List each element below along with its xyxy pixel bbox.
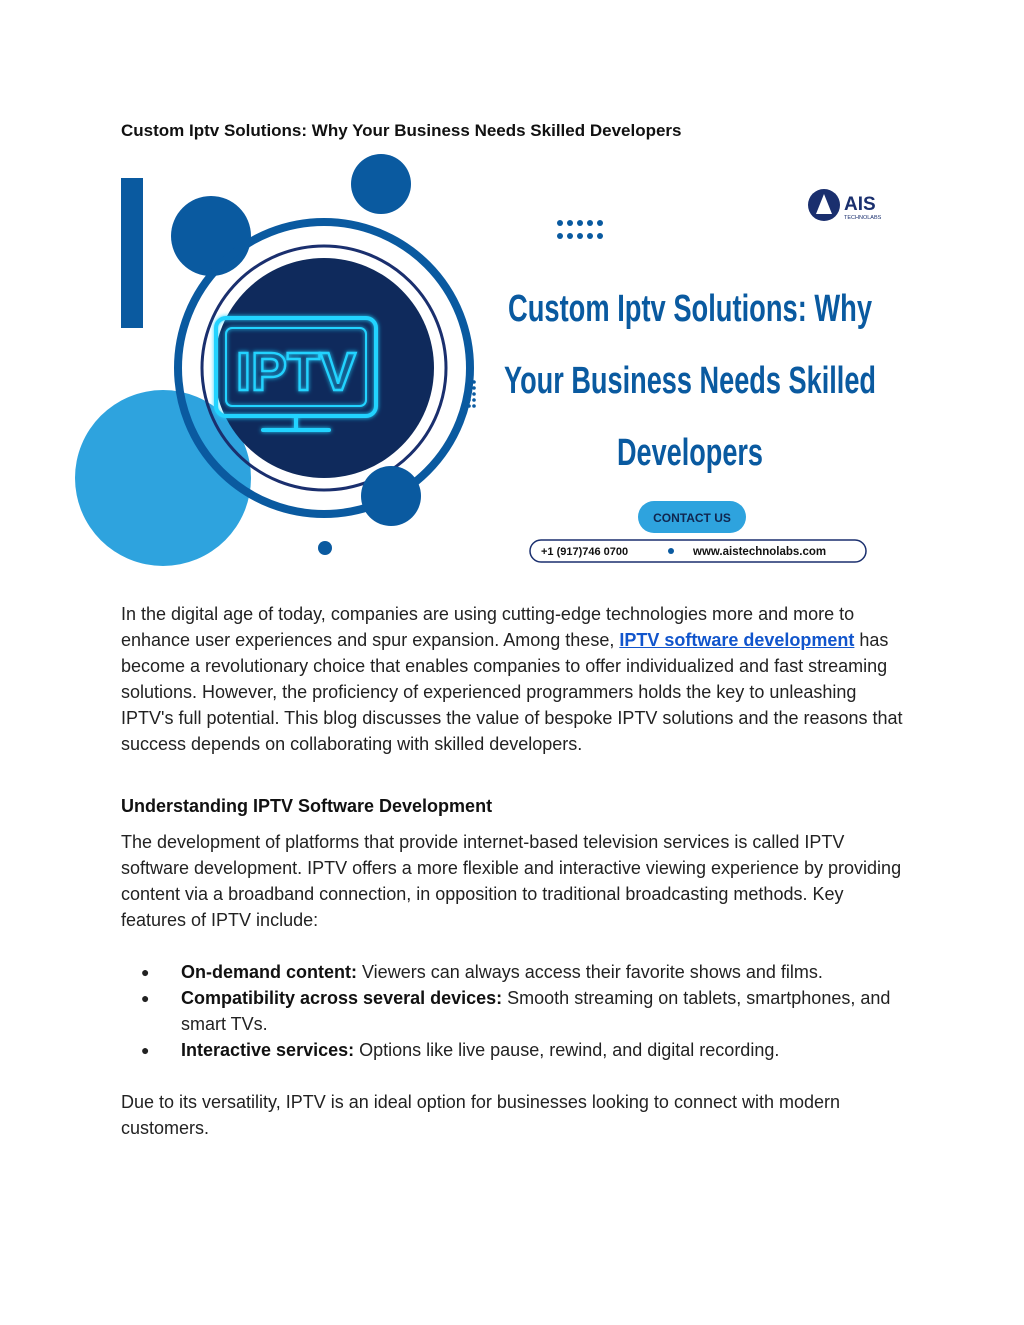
section-paragraph: The development of platforms that provide internet-based television services is called IPTV software development. IPTV offers a more flexible and interactive viewing experience by providing content via a broadband connection, in opposition to traditional broadcasting methods. Key features of IPTV include: [121,832,902,930]
list-item [121,985,911,1037]
bullet-icon: ● [141,964,150,980]
headline-line-3: Developers [617,432,763,474]
contact-info-pill [530,540,866,562]
logo-text: AIS [844,194,876,215]
list-item [121,959,911,985]
website-text: www.aistechnolabs.com [693,546,827,558]
contact-us-label: CONTACT US [653,511,731,525]
logo-subtext: TECHNOLABS [844,215,882,221]
article-body [121,601,911,1141]
list-item [121,1037,911,1063]
iptv-software-development-link[interactable]: IPTV software development [619,630,855,650]
left-bar-shape [121,178,143,328]
feature-text: Options like live pause, rewind, and digital recording. [354,1040,780,1060]
banner-headline [504,288,876,474]
feature-text: Smooth streaming on tablets, smartphones, and smart TVs. [181,988,891,1034]
blue-circle-bottom [361,466,421,526]
bullet-icon: ● [141,990,150,1006]
contact-us-button[interactable] [638,501,746,533]
blue-circle-top-left [171,196,251,276]
intro-text-start: In the digital age of today, companies are using cutting-edge technologies more and more to enhance user experiences and spur expansion. Among these, [121,604,855,650]
section-heading: Understanding IPTV Software Development [121,796,493,816]
headline-line-2: Your Business Needs Skilled [504,360,876,402]
feature-title: Compatibility across several devices: [181,988,503,1008]
bullet-icon: ● [141,1042,150,1058]
tv-label: IPTV [235,342,357,402]
phone-number: +1 (917)746 0700 [541,546,629,558]
feature-title: On-demand content: [181,962,357,982]
separator-dot [668,548,674,554]
banner-graphic [121,178,901,570]
ais-logo [808,189,882,221]
intro-text-end: has become a revolutionary choice that enables companies to offer individualized and fast streaming solutions. However, the proficiency of experienced programmers holds the key to unleashing IPTV's full potential. This blog discusses the value of bespoke IPTV solutions and the reasons that success depends on collaborating with skilled developers. [121,630,903,754]
intro-paragraph [121,601,911,757]
horizontal-dot-pattern [557,220,603,239]
headline-line-1: Custom Iptv Solutions: Why [508,288,872,330]
hero-banner-image [121,178,901,570]
feature-text: Viewers can always access their favorite shows and films. [357,962,823,982]
blue-circle-top [351,154,411,214]
closing-paragraph: Due to its versatility, IPTV is an ideal option for businesses looking to connect with modern customers. [121,1092,841,1138]
page-title: Custom Iptv Solutions: Why Your Business Needs Skilled Developers [121,121,682,140]
feature-title: Interactive services: [181,1040,355,1060]
features-list [121,959,911,1063]
small-dot [318,541,332,555]
